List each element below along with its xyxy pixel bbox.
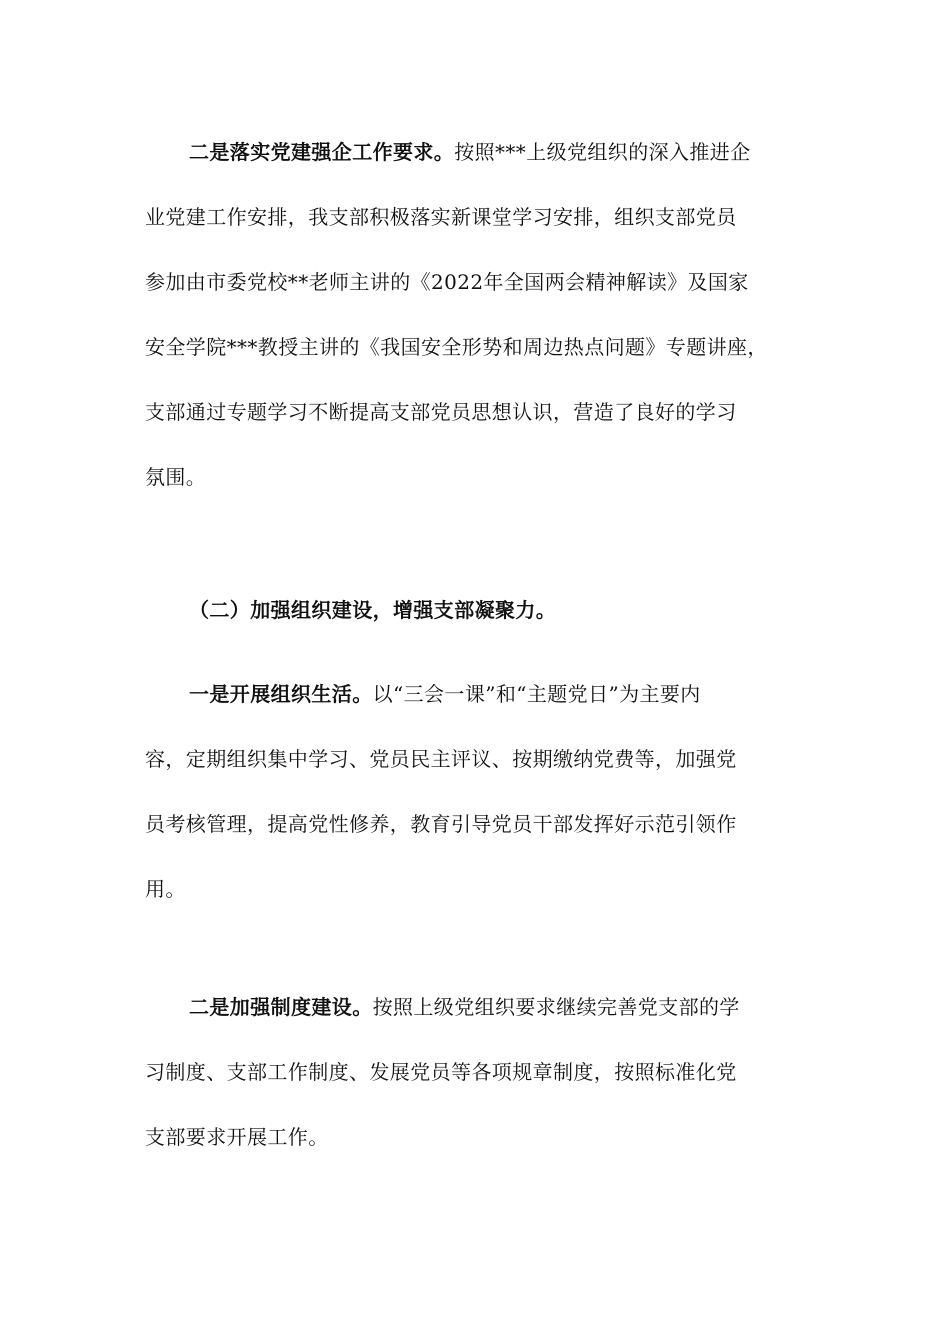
paragraph-lead: 一是开展组织生活。 bbox=[189, 682, 373, 706]
paragraph-first-line bbox=[145, 975, 815, 1040]
paragraph-text: 以“三会一课”和“主题党日”为主要内 bbox=[372, 682, 701, 706]
section-heading-text: （二）加强组织建设，增强支部凝聚力。 bbox=[189, 598, 557, 622]
paragraph-lead: 二是加强制度建设。 bbox=[189, 995, 373, 1019]
paragraph-line: 参加由市委党校**老师主讲的《2022年全国两会精神解读》及国家 bbox=[145, 270, 749, 294]
paragraph-line: 支部要求开展工作。 bbox=[145, 1125, 329, 1149]
paragraph-line: 安全学院***教授主讲的《我国安全形势和周边热点问题》专题讲座， bbox=[145, 335, 768, 359]
paragraph-lead: 二是落实党建强企工作要求。 bbox=[189, 140, 455, 164]
paragraph-line: 员考核管理，提高党性修养，教育引导党员干部发挥好示范引领作 bbox=[145, 812, 737, 836]
paragraph-organizational-life bbox=[145, 662, 815, 922]
paragraph-text: 按照***上级党组织的深入推进企 bbox=[454, 140, 751, 164]
paragraph-system-building bbox=[145, 975, 815, 1170]
paragraph-line: 习制度、支部工作制度、发展党员等各项规章制度，按照标准化党 bbox=[145, 1060, 737, 1084]
paragraph-line: 支部通过专题学习不断提高支部党员思想认识，营造了良好的学习 bbox=[145, 400, 737, 424]
paragraph-line: 用。 bbox=[145, 877, 186, 901]
paragraph-text: 按照上级党组织要求继续完善党支部的学 bbox=[372, 995, 740, 1019]
paragraph-line: 业党建工作安排，我支部积极落实新课堂学习安排，组织支部党员 bbox=[145, 205, 737, 229]
paragraph-line: 氛围。 bbox=[145, 465, 207, 489]
paragraph-line: 容，定期组织集中学习、党员民主评议、按期缴纳党费等，加强党 bbox=[145, 747, 737, 771]
section-heading bbox=[145, 578, 815, 643]
paragraph-first-line bbox=[145, 120, 815, 185]
paragraph-first-line bbox=[145, 662, 815, 727]
paragraph-party-building bbox=[145, 120, 815, 510]
